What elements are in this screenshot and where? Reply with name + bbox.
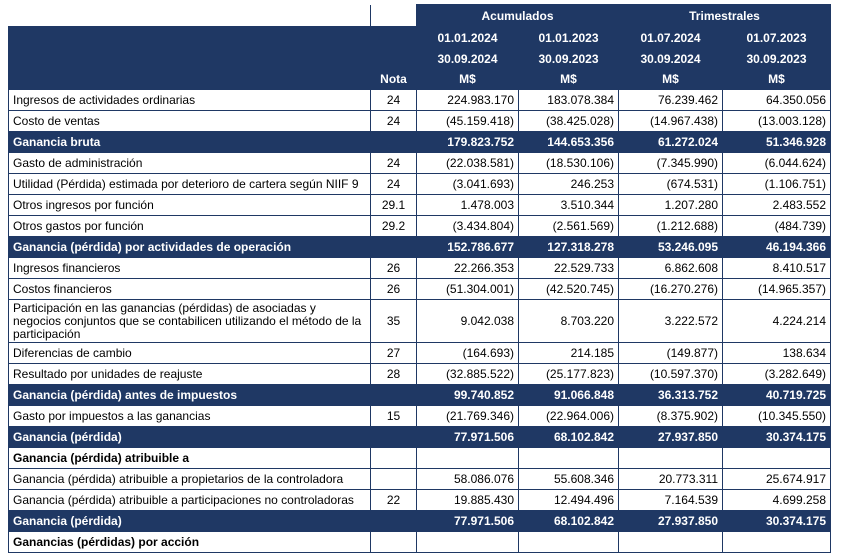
row-label: Ganancia (pérdida) <box>9 511 371 532</box>
table-row <box>9 448 831 469</box>
table-row <box>9 111 831 132</box>
table-row <box>9 90 831 111</box>
row-value: (2.561.569) <box>519 216 619 237</box>
currency-label: M$ <box>723 69 831 90</box>
row-value: (14.967.438) <box>619 111 723 132</box>
row-value: (1.212.688) <box>619 216 723 237</box>
row-value: 179.823.752 <box>417 132 519 153</box>
header-date-to-row <box>9 49 831 69</box>
row-label: Otros ingresos por función <box>9 195 371 216</box>
date-to: 30.09.2024 <box>619 49 723 69</box>
table-row <box>9 258 831 279</box>
table-row <box>9 153 831 174</box>
row-value: 22.529.733 <box>519 258 619 279</box>
group-trimestrales: Trimestrales <box>619 5 831 27</box>
row-value: 1.478.003 <box>417 195 519 216</box>
row-value: 6.862.608 <box>619 258 723 279</box>
date-to: 30.09.2023 <box>519 49 619 69</box>
row-value: 4.224.214 <box>723 300 831 343</box>
row-value: (484.739) <box>723 216 831 237</box>
row-value: (164.693) <box>417 343 519 364</box>
row-nota <box>371 385 417 406</box>
row-nota: 22 <box>371 490 417 511</box>
row-value: 27.937.850 <box>619 427 723 448</box>
row-nota <box>371 511 417 532</box>
row-label: Ganancia bruta <box>9 132 371 153</box>
date-to: 30.09.2023 <box>723 49 831 69</box>
row-value: 77.971.506 <box>417 511 519 532</box>
row-value: 214.185 <box>519 343 619 364</box>
row-value: 3.222.572 <box>619 300 723 343</box>
row-value: 91.066.848 <box>519 385 619 406</box>
row-value: 22.266.353 <box>417 258 519 279</box>
row-value: 4.699.258 <box>723 490 831 511</box>
date-from: 01.01.2024 <box>417 27 519 49</box>
row-value: 40.719.725 <box>723 385 831 406</box>
table-row <box>9 216 831 237</box>
row-value: 19.885.430 <box>417 490 519 511</box>
row-nota <box>371 237 417 258</box>
row-value: 127.318.278 <box>519 237 619 258</box>
date-to: 30.09.2024 <box>417 49 519 69</box>
row-value: 77.971.506 <box>417 427 519 448</box>
row-value: 61.272.024 <box>619 132 723 153</box>
row-label: Gasto de administración <box>9 153 371 174</box>
row-value: 1.207.280 <box>619 195 723 216</box>
subtotal-row <box>9 511 831 532</box>
row-nota: 24 <box>371 153 417 174</box>
table-row <box>9 469 831 490</box>
row-value: (45.159.418) <box>417 111 519 132</box>
row-value: 7.164.539 <box>619 490 723 511</box>
row-value: (3.282.649) <box>723 364 831 385</box>
row-nota: 27 <box>371 343 417 364</box>
row-value: 12.494.496 <box>519 490 619 511</box>
table-row <box>9 532 831 553</box>
subtotal-row <box>9 132 831 153</box>
row-value: 58.086.076 <box>417 469 519 490</box>
row-value: 2.483.552 <box>723 195 831 216</box>
row-value: 20.773.311 <box>619 469 723 490</box>
row-value: 246.253 <box>519 174 619 195</box>
row-value: 68.102.842 <box>519 427 619 448</box>
row-value <box>723 532 831 553</box>
table-row <box>9 195 831 216</box>
row-value: (10.597.370) <box>619 364 723 385</box>
row-value: (8.375.902) <box>619 406 723 427</box>
row-value: 152.786.677 <box>417 237 519 258</box>
row-value: 68.102.842 <box>519 511 619 532</box>
row-label: Ganancia (pérdida) por actividades de operación <box>9 237 371 258</box>
header-currency-row <box>9 69 831 90</box>
row-label: Ganancia (pérdida) atribuible a participaciones no controladoras <box>9 490 371 511</box>
table-row <box>9 174 831 195</box>
currency-label: M$ <box>417 69 519 90</box>
row-value: 46.194.366 <box>723 237 831 258</box>
table-row <box>9 406 831 427</box>
currency-label: M$ <box>619 69 723 90</box>
nota-header: Nota <box>371 69 417 90</box>
row-nota <box>371 469 417 490</box>
row-label: Resultado por unidades de reajuste <box>9 364 371 385</box>
table-row <box>9 364 831 385</box>
row-nota: 24 <box>371 111 417 132</box>
row-value: 9.042.038 <box>417 300 519 343</box>
row-label: Diferencias de cambio <box>9 343 371 364</box>
row-value <box>519 448 619 469</box>
row-value: 99.740.852 <box>417 385 519 406</box>
table-row <box>9 490 831 511</box>
header-group-row <box>9 5 831 27</box>
group-acumulados: Acumulados <box>417 5 619 27</box>
row-value: 8.703.220 <box>519 300 619 343</box>
row-value: 36.313.752 <box>619 385 723 406</box>
row-value: (3.434.804) <box>417 216 519 237</box>
row-value: (25.177.823) <box>519 364 619 385</box>
date-from: 01.01.2023 <box>519 27 619 49</box>
row-nota: 29.1 <box>371 195 417 216</box>
row-value: (38.425.028) <box>519 111 619 132</box>
row-value: 51.346.928 <box>723 132 831 153</box>
row-nota: 26 <box>371 279 417 300</box>
row-value: (51.304.001) <box>417 279 519 300</box>
row-label: Otros gastos por función <box>9 216 371 237</box>
row-value: 76.239.462 <box>619 90 723 111</box>
row-value: 144.653.356 <box>519 132 619 153</box>
row-value: 224.983.170 <box>417 90 519 111</box>
row-value: 64.350.056 <box>723 90 831 111</box>
row-nota <box>371 448 417 469</box>
row-nota <box>371 427 417 448</box>
row-nota: 29.2 <box>371 216 417 237</box>
subtotal-row <box>9 385 831 406</box>
row-nota: 24 <box>371 174 417 195</box>
row-nota: 26 <box>371 258 417 279</box>
subtotal-row <box>9 427 831 448</box>
row-nota: 28 <box>371 364 417 385</box>
row-value: 30.374.175 <box>723 511 831 532</box>
row-value <box>519 532 619 553</box>
row-value: (1.106.751) <box>723 174 831 195</box>
row-value: (21.769.346) <box>417 406 519 427</box>
row-label: Participación en las ganancias (pérdidas) de asociadas y negocios conjuntos que se contabilicen utilizando el método de la participación <box>9 300 371 343</box>
row-value: 27.937.850 <box>619 511 723 532</box>
row-nota: 35 <box>371 300 417 343</box>
row-value <box>619 532 723 553</box>
row-label: Ganancia (pérdida) atribuible a propietarios de la controladora <box>9 469 371 490</box>
row-value: 3.510.344 <box>519 195 619 216</box>
table-row <box>9 279 831 300</box>
row-label: Costo de ventas <box>9 111 371 132</box>
row-value: (10.345.550) <box>723 406 831 427</box>
row-value: 55.608.346 <box>519 469 619 490</box>
row-value: (22.038.581) <box>417 153 519 174</box>
row-value <box>417 532 519 553</box>
subtotal-row <box>9 237 831 258</box>
row-nota: 15 <box>371 406 417 427</box>
income-statement-table <box>8 4 831 553</box>
row-value: (14.965.357) <box>723 279 831 300</box>
row-label: Ganancia (pérdida) atribuible a <box>9 448 371 469</box>
row-label: Ganancias (pérdidas) por acción <box>9 532 371 553</box>
row-value: (42.520.745) <box>519 279 619 300</box>
row-label: Gasto por impuestos a las ganancias <box>9 406 371 427</box>
row-value: (22.964.006) <box>519 406 619 427</box>
date-from: 01.07.2023 <box>723 27 831 49</box>
row-label: Ingresos de actividades ordinarias <box>9 90 371 111</box>
row-value: 8.410.517 <box>723 258 831 279</box>
row-value: (3.041.693) <box>417 174 519 195</box>
row-value: (13.003.128) <box>723 111 831 132</box>
row-value <box>723 448 831 469</box>
row-label: Ingresos financieros <box>9 258 371 279</box>
row-value: 30.374.175 <box>723 427 831 448</box>
row-value: (149.877) <box>619 343 723 364</box>
currency-label: M$ <box>519 69 619 90</box>
row-nota <box>371 132 417 153</box>
date-from: 01.07.2024 <box>619 27 723 49</box>
row-value: 138.634 <box>723 343 831 364</box>
row-label: Ganancia (pérdida) antes de impuestos <box>9 385 371 406</box>
row-value: (7.345.990) <box>619 153 723 174</box>
row-label: Utilidad (Pérdida) estimada por deterioro de cartera según NIIF 9 <box>9 174 371 195</box>
row-label: Ganancia (pérdida) <box>9 427 371 448</box>
row-value: (32.885.522) <box>417 364 519 385</box>
row-value: 53.246.095 <box>619 237 723 258</box>
row-nota <box>371 532 417 553</box>
row-label: Costos financieros <box>9 279 371 300</box>
row-value: (16.270.276) <box>619 279 723 300</box>
statement-body <box>9 5 831 553</box>
table-row <box>9 343 831 364</box>
row-value: (18.530.106) <box>519 153 619 174</box>
header-date-from-row <box>9 27 831 49</box>
table-row <box>9 300 831 343</box>
row-nota: 24 <box>371 90 417 111</box>
row-value: (6.044.624) <box>723 153 831 174</box>
row-value <box>417 448 519 469</box>
row-value <box>619 448 723 469</box>
row-value: 25.674.917 <box>723 469 831 490</box>
row-value: (674.531) <box>619 174 723 195</box>
row-value: 183.078.384 <box>519 90 619 111</box>
